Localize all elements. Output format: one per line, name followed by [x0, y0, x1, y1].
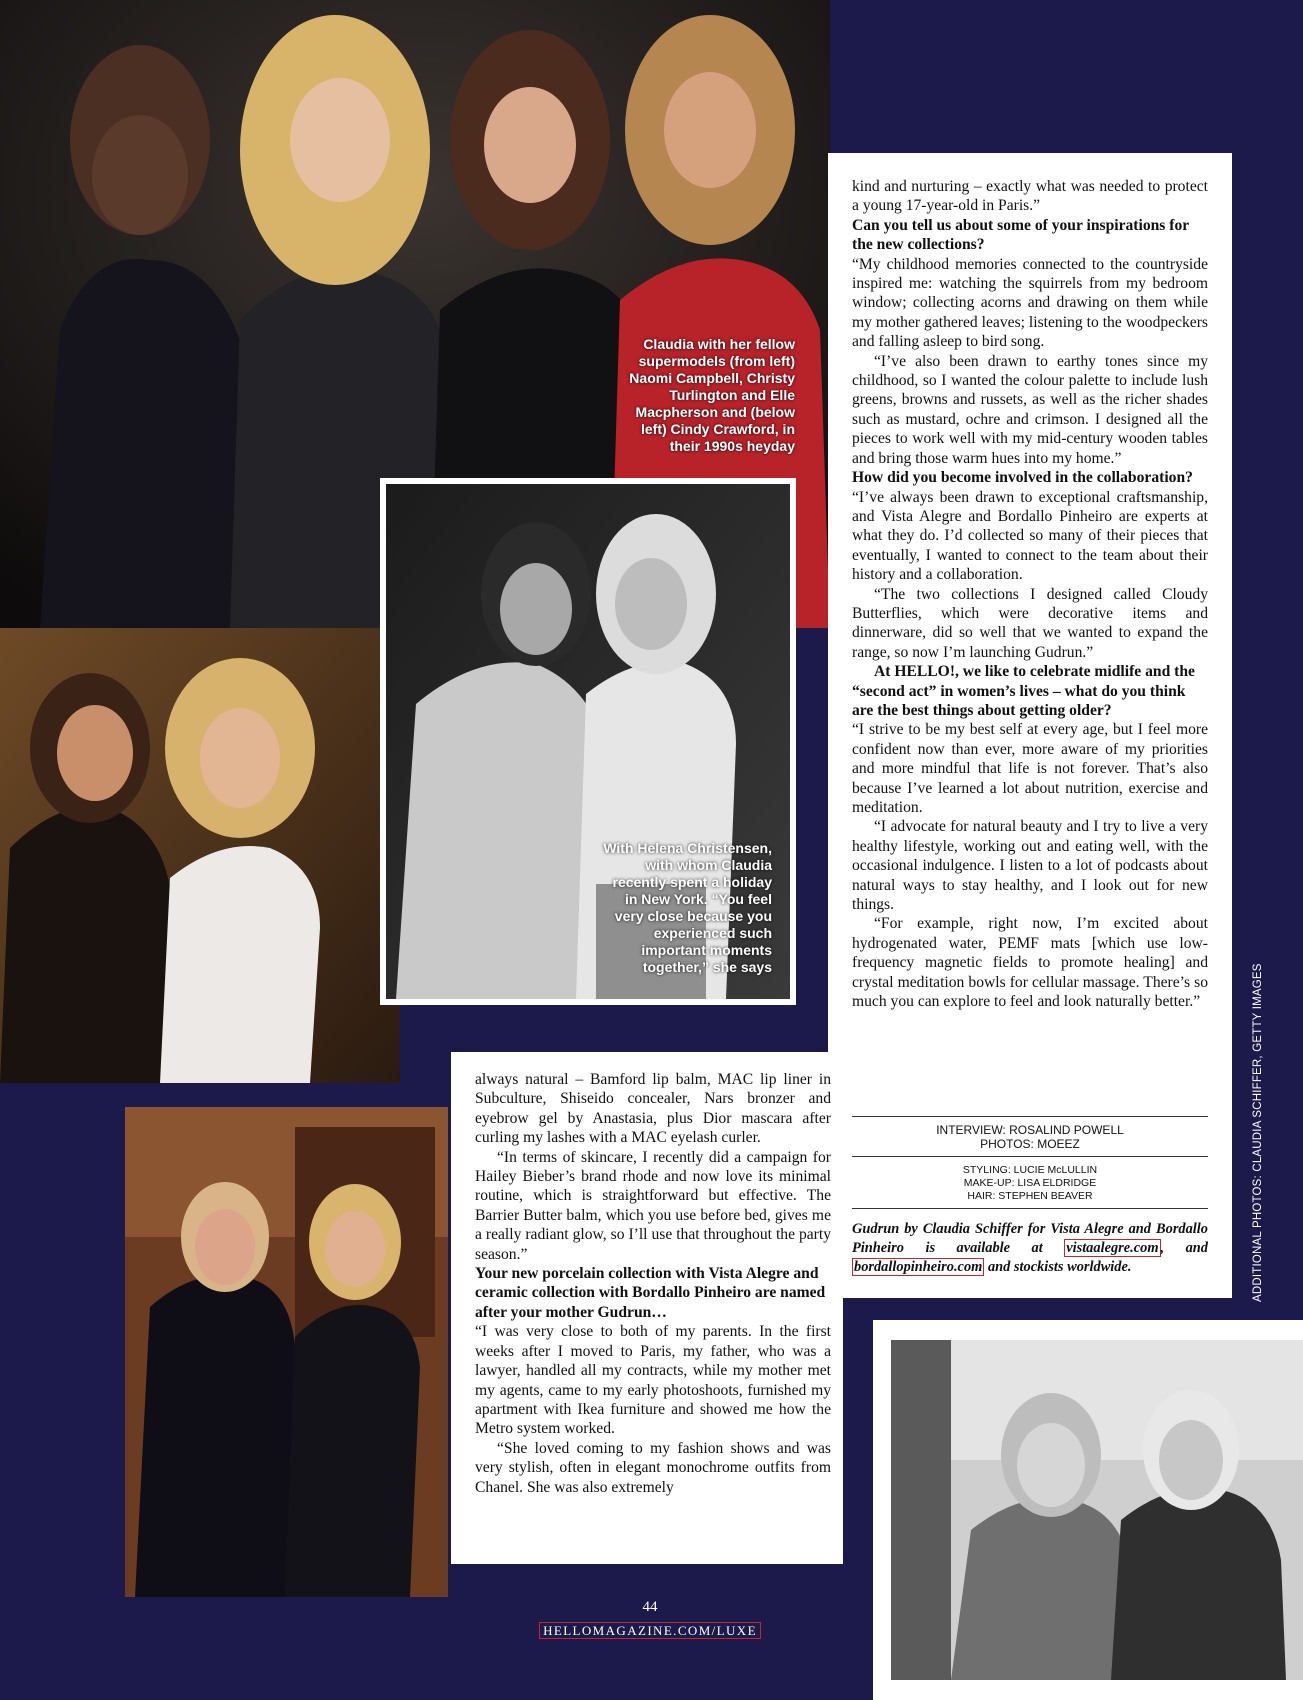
footer-url-wrap	[520, 1622, 780, 1640]
left-column-text	[475, 1070, 831, 1497]
question: At HELLO!, we like to celebrate midlife and the “second act” in women’s lives – what do you think are the best things about getting older?	[852, 663, 1195, 719]
caption-supermodels: Claudia with her fellow supermodels (from left) Naomi Campbell, Christy Turlington and Elle Macpherson and (below left) Cindy Crawford, in their 1990s heyday	[629, 336, 795, 454]
paragraph: “I strive to be my best self at every age, but I feel more confident now than ever, more aware of my priorities and more mindful that life is not forever. That’s also because I’ve learned a lot about nutrition, exercise and meditation.	[852, 721, 1208, 816]
paragraph: “I was very close to both of my parents. In the first weeks after I moved to Paris, my father, who was a lawyer, handled all my contracts, while my mother met my agents, came to my early photoshoots, furnished my apartment with Ikea furniture and showed me how the Metro system worked.	[475, 1323, 831, 1438]
paragraph: “My childhood memories connected to the countryside inspired me: watching the squirrels from my bedroom window; collecting acorns and drawing on them while my mother gathered leaves; listening to the woodpeckers and falling asleep to bird song.	[852, 255, 1208, 351]
question: Your new porcelain collection with Vista Alegre and ceramic collection with Bordallo Pinheiro are named after your mother Gudrun…	[475, 1265, 826, 1321]
photo-mother-colour	[125, 1107, 448, 1597]
link-bordallopinheiro[interactable]: bordallopinheiro.com	[854, 1259, 983, 1275]
right-text-panel	[828, 153, 1232, 1298]
photo-mother-bw	[891, 1340, 1303, 1680]
paragraph: “I’ve also been drawn to earthy tones since my childhood, so I wanted the colour palette to include lush greens, browns and russets, as well as the richer shades such as mustard, ochre and crimson. I designed all the pieces to work well with my mid-century wooden tables and bring those warm hues into my home.”	[852, 352, 1208, 467]
photo-helena-frame	[380, 478, 796, 1005]
link-vistaalegre[interactable]: vistaalegre.com	[1066, 1240, 1159, 1256]
left-text-panel	[451, 1052, 843, 1564]
credit-interview: INTERVIEW: ROSALIND POWELL	[936, 1123, 1124, 1137]
caption-helena: With Helena Christensen, with whom Claudia recently spent a holiday in New York. “You feel very close because you experienced such important moments together,” she says	[603, 840, 772, 975]
credit-hair: HAIR: STEPHEN BEAVER	[967, 1190, 1093, 1202]
tagline-text: and stockists worldwide.	[984, 1259, 1132, 1275]
paragraph: “She loved coming to my fashion shows and was very stylish, often in elegant monochrome outfits from Chanel. She was also extremely	[475, 1439, 831, 1496]
photo-mother-bw-frame	[873, 1320, 1303, 1700]
paragraph: “For example, right now, I’m excited about hydrogenated water, PEMF mats [which use low-frequency magnetic fields to promote healing] and crystal meditation bowls for cellular massage. There’s so much you can explore to feel and look naturally better.”	[852, 915, 1208, 1011]
paragraph: kind and nurturing – exactly what was needed to protect a young 17-year-old in Paris.”	[852, 178, 1208, 215]
question: Can you tell us about some of your inspirations for the new collections?	[852, 216, 1189, 254]
right-column-text	[852, 177, 1208, 1011]
tagline-text: Gudrun by Claudia Schiffer for Vista Alegre and Bordallo Pinheiro is available at	[852, 1221, 1208, 1256]
paragraph: “In terms of skincare, I recently did a campaign for Hailey Bieber’s brand rhode and now love its minimal routine, which is straightforward but effective. The Barrier Butter balm, which you use before bed, gives me a really radiant glow, so I’ll use that throughout the party season.”	[475, 1148, 831, 1263]
paragraph: always natural – Bamford lip balm, MAC lip liner in Subculture, Shiseido concealer, Nars bronzer and eyebrow gel by Anastasia, plus Dior mascara after curling my lashes with a MAC eyelash curler.	[475, 1071, 831, 1147]
site-url[interactable]: HELLOMAGAZINE.COM/LUXE	[539, 1622, 761, 1639]
credit-styling: STYLING: LUCIE McLULLIN	[962, 1164, 1098, 1176]
side-photo-credit: ADDITIONAL PHOTOS: CLAUDIA SCHIFFER, GETTY IMAGES	[1252, 963, 1264, 1302]
paragraph: “The two collections I designed called Cloudy Butterflies, which were decorative items and dinnerware, did so well that we wanted to expand the range, so now I’m launching Gudrun.”	[852, 585, 1208, 661]
credits-rule-bottom	[852, 1208, 1208, 1209]
credits-rule-top	[852, 1116, 1208, 1117]
photo-cindy-crawford	[0, 628, 400, 1083]
paragraph: “I’ve always been drawn to exceptional craftsmanship, and Vista Alegre and Bordallo Pinheiro are experts at what they do. I’d collected so many of their pieces that eventually, I wanted to connect to the team about their history and a collaboration.	[852, 488, 1208, 584]
credit-makeup: MAKE-UP: LISA ELDRIDGE	[963, 1177, 1097, 1189]
page-number: 44	[642, 1599, 658, 1615]
paragraph: “I advocate for natural beauty and I try to live a very healthy lifestyle, working out and eating well, with the occasional indulgence. I listen to a lot of podcasts about natural ways to stay healthy, and I look out for new things.	[852, 818, 1208, 914]
credits-rule-middle	[852, 1156, 1208, 1157]
credit-photos: PHOTOS: MOEEZ	[980, 1137, 1080, 1151]
tagline-text: , and	[1160, 1240, 1208, 1256]
product-tagline	[852, 1220, 1208, 1277]
question: How did you become involved in the collaboration?	[852, 469, 1193, 487]
